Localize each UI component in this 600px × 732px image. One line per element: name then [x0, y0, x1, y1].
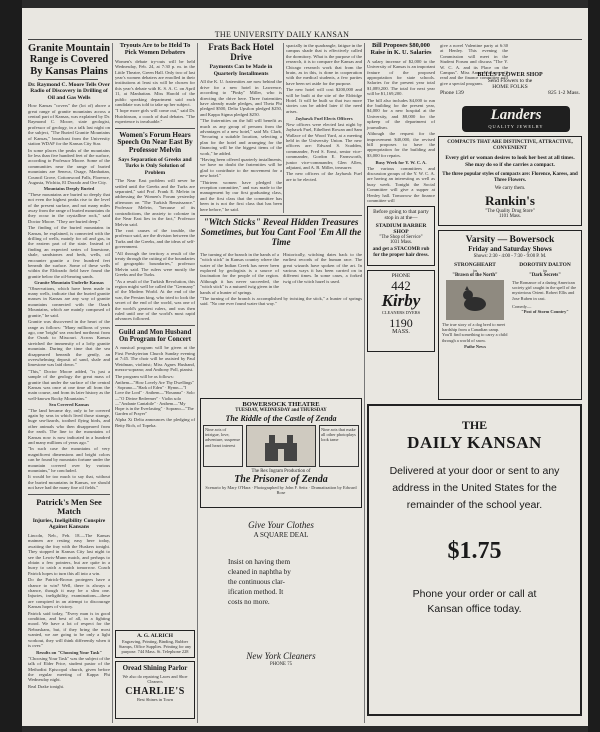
flowers-address: 825 1-2 Mass.	[548, 90, 580, 96]
flowers-phone: Phone 139	[440, 90, 464, 96]
article-paragraph: "As a result of the Turkish Revolution, this region might well be called the "Germany" of the Modern World. At the end of the war, the Persian king, who tried to look the secret of the end of the world, was one of the world's greatest rulers, and was then ruled until one of the world's most rapid advances followed.	[115, 278, 195, 322]
dog-icon	[460, 286, 490, 314]
cleaners-headline-2: A SQUARE DEAL	[253, 531, 309, 539]
column-rule	[283, 43, 284, 213]
bowersock-right-text: Nine acts that make all other photoplays look tame	[319, 425, 359, 467]
article-paragraph: A salary increase of $2,000 to the University of Kansas is an important feature of the proposed appropriation for state schools. Salaries for the present year total $1,089,200. The total for next year will be $1,169,200.	[367, 58, 435, 97]
oread-title: Oread Shining Parlor	[122, 664, 188, 672]
bowersock-left-text: Nine acts of intrigue, love, adventure, suspense and heart interest	[203, 425, 243, 467]
right-feature-film: "Dark Secrets"	[529, 273, 561, 278]
barber-tagline: "The Shop of Service"	[379, 235, 423, 240]
masthead-rule	[28, 39, 582, 40]
concert-program: Anthem—"How Lovely Are Thy Dwellings" · Soprano—"Hark of Eden" · Hymn—"I Love the Lord" · Anthem—"Hosanna" · Solo—"O Divine Redeemer" · Violin solo—"Andante Cantabile" · Anthem—"My Hope is in the Everlasting" · Soprano—"The Garden of Prayer"	[115, 379, 195, 417]
article-paragraph: Women's debate try-outs will be held Wednesday, Feb. 24, at 7:30 p. m. in the Little Theatre, Green Hall. Only two of last year's women debaters are enrolled in their institutions at least six will be chosen for this year's debate with K. S. A. C. on April 11, at Manhattan. Miss Harold of the public speaking department said each candidate was told to take up her subject.	[115, 58, 195, 108]
rankins-body: The three popular styles of compacts are: Florence, Karess, and Three Flowers.	[442, 172, 578, 184]
kirby-street: MASS.	[392, 329, 410, 335]
article-paragraph: The various committees and discussion groups of the Y. W. C. A. are having an interesting as well as busy week. Tonight the Social Committee will give a supper at Henley hall. Tomorrow the finance committee will	[367, 165, 435, 203]
article-paragraph: "The land became dry, only to be covered again by seas in which lived those strange, huge sea-lizards, toothed flying birds, and other animals who then disappeared from the earth. The line to the mountains of Kansas now is now indicated in a hundred and many millions of years ago."	[28, 407, 110, 446]
article-paragraph: "The turning of the branch is accomplished by twisting the stick," a hunter of springs said. "No one ever found water that way."	[200, 296, 362, 307]
barber-line: and get a STACOMB rub	[372, 246, 430, 252]
left-feature-in: in	[473, 268, 477, 273]
subscription-foot: Phone your order or call at Kansan office today.	[412, 588, 537, 615]
column-1	[28, 43, 110, 723]
divider	[200, 215, 362, 216]
article-paragraph: The new officers of the Jayhawk Fuel are to be elected.	[286, 171, 362, 182]
scan-border-right	[588, 0, 600, 732]
rankins-body: Every girl or woman desires to look her best at all times. She may do so if she carries a compact.	[445, 155, 575, 168]
scan-border-left	[0, 0, 22, 732]
article-paragraph: The turning of the branch in the hands of a "witch stick" in Kansas country where the water of the Indian Creek has never been explored by geologists is a source of fascination for the people of the region. Although it has never succeeded, the "witch stick" is a nutured twig given in the hands of a hunter of springs.	[200, 251, 279, 295]
landers-tagline: QUALITY JEWELRY	[488, 124, 544, 129]
barber-name: STADIUM BARBER SHOP	[375, 223, 427, 235]
article-paragraph: "In such case the mountains of very magnificent dimensions and bright colors can be found by mountain fortune under the mountain covered over by various mountains," he concluded.	[28, 446, 110, 474]
cleaners-body-line: ification method. It	[228, 588, 284, 596]
right-feature-extra-2: "Post of Storm Country"	[521, 309, 569, 315]
varsity-left-feature	[442, 262, 508, 349]
alrich-body: Engraving, Printing, Binding, Rubber Stamps, Office Supplies. Printing for any purpose. 744 Mass. St. Telephone 228	[118, 639, 192, 655]
right-feature-body: The Romance of a daring American society girl caught in the spell of the mysterious Orient. Robert Ellis and Jose Ruben in cast.	[512, 280, 577, 301]
film-still-image	[246, 425, 316, 467]
subscription-ad	[367, 404, 582, 716]
article-subhead: Mountains Deeply Buried	[43, 186, 95, 192]
kirby-number: 1190	[389, 316, 413, 330]
alrich-ad	[115, 630, 195, 658]
divider	[115, 325, 195, 326]
flowers-shop-name: BELLS FLOWER SHOP	[477, 72, 543, 78]
cleaners-headline: Give Your Clothes	[248, 520, 314, 530]
varsity-right-feature	[512, 262, 578, 349]
byline-granite: Dr. Raymond C. Moore Tells Over Radio of Discovery in Drilling of Oil and Gas Wells	[28, 81, 110, 101]
alrich-name: A. G. ALRICH	[136, 633, 174, 639]
bowersock-intro: The Rex Ingram Production of	[251, 469, 311, 474]
divider	[115, 128, 195, 129]
article-paragraph: "Observations, which have been made in many wells, indicate that the buried granite masses in Kansas are any way of granite mountains connected with the Ozark Mountains, which are mainly composed of granite," he said.	[28, 285, 110, 318]
right-feature-star: DOROTHY DALTON	[519, 262, 571, 268]
article-paragraph: A musical program will be given at the First Presbyterian Church Sunday evening at 7:45. The choir will be assisted by Paul Weidman, violinist; Miss Agnes Husband, mezzo-soprano; and Anthony Poll, pianist.	[115, 345, 195, 373]
headline-granite: Granite Mountain Range is Covered By Kansas Plains	[28, 43, 110, 77]
cleaners-phone: PHONE 75	[270, 662, 292, 667]
article-paragraph: "All through the territory a result of the treaty through the cutting of the boundaries of geographic boundaries," professor Melvin said. The rulers were mostly the Greeks and the Turks.	[115, 250, 195, 278]
article-paragraph: "Thirteen women have pledged the reception committee," and was made to the management by our first graduating class, and the first class that the committee has been in is not the first class that has been here before," he said.	[200, 179, 282, 212]
rankins-sub: "The Quality Drug Store"	[485, 208, 535, 214]
left-feature-film: "Brawn of the North"	[452, 273, 498, 278]
column-rule	[112, 43, 113, 723]
flowers-contact	[440, 90, 580, 96]
newspaper-page	[22, 8, 588, 726]
article-paragraph: Granite was discovered in the heart of the range as follows: "Many millions of years ago, one 'bright' sea reached northeast from the Ozark to Missouri. Across Kansas stretched the immensity of a lofty granite mountain. During the time that the sea disappeared beneath the gently, an overwhelming deposit of sand, shale and limestone was laid down."	[28, 319, 110, 368]
varsity-title: Varsity — Bowersock	[465, 234, 555, 245]
article-paragraph: "I hope more girls will come out," said Dr. Hutchinson, a coach of dual debates. "The experience is invaluable."	[115, 108, 195, 125]
cleaners-body-line: the continuous clar-	[228, 578, 285, 586]
barber-line: stop in at the—	[384, 215, 418, 221]
headline-frats: Frats Back Hotel Drive	[208, 42, 274, 62]
flowers-line: HOME FOLKS	[492, 84, 528, 90]
column-4	[286, 43, 362, 213]
article-paragraph: How Kansas "covers" the (lot of) above a great range of granite mountains across a central part of Kansas, was explained by Dr. Raymond C. Moore, state geologist, professor of geology, in a talk last night on the subject, "The Buried Granite Mountains of Kansas," broadcast from the University station WDAF for the Kansas City Star.	[28, 103, 110, 147]
article-paragraph: The bill also includes $4,000 to run the building for the present year, $4,000 for a new hospital at the University, and $8,000 for the upkeep of the department of journalism.	[367, 97, 435, 130]
oread-name: CHARLIE'S	[125, 686, 185, 698]
bowersock-title: BOWERSOCK THEATRE	[242, 401, 320, 408]
article-subhead: Sea Covered Kansas	[49, 402, 89, 408]
article-paragraph: "These mountains are buried so deeply that not even the highest peaks rise to the level of the present surface, and not many miles away from the range of buried mountains do they occur in the crystalline rock," said Doctor Moore. "They are buried deep."	[28, 191, 110, 224]
column-5	[367, 43, 435, 203]
oread-ad	[115, 661, 195, 719]
left-feature-star: STRONGHEART	[454, 262, 496, 268]
article-paragraph: Historically, witching dates back to the earliest records of the human race. The great wizards have spoken of the art. In various ways it has been carried on in different times. In some cases, a forked twig of the witch hazel is used.	[283, 251, 362, 284]
divider	[38, 79, 98, 80]
article-paragraph: "This," Doctor Moore added, "is just a sample of the geology the great mass of granite that under the surface of the central Kansas was once at one time all from the main course, and from its later history as the well-known Rocky Mountains."	[28, 368, 110, 401]
left-feature-body: The true story of a dog bred to meet hardship from a Canadian camp. You'll find something to carry a child through a world of snow.	[442, 322, 508, 343]
cleaners-body	[218, 557, 344, 607]
cleaners-ad	[212, 514, 350, 710]
headline-tryouts: Tryouts Are to be Held To Pick Women Debaters	[119, 42, 191, 56]
barber-address: 1031 Mass.	[389, 240, 413, 245]
landers-logo	[462, 106, 570, 132]
headline-patrick: Patrick's Men See Match	[36, 496, 102, 516]
kirby-name: Kirby	[381, 291, 421, 310]
article-paragraph: It would be too much to say that, without the buried mountains in Kansas, we should not have had the many fine oil fields."	[28, 474, 110, 491]
article-paragraph: Do the Patrick-Brown protegees have a chance to win? Well, there is always a chance, though it may be a slim one. Injuries, ineligibility, examinations—these are conspired in an attempt to discourage Kansas hopes of victory.	[28, 577, 110, 610]
kirby-phone-label: PHONE	[391, 273, 411, 279]
article-paragraph: Alpha Xi Delta announces the pledging of Betty Rich, of Topeka.	[115, 417, 195, 428]
article-paragraph: spacially in the quadrangle, fatigue in the campus shade that is effectively called the dormitory. What is the purpose of the research, it is to compare the Kansas and Chicago research work that from the brain, as in this, is done in cooperation with the medical students, a few parties have been set aside for the purpose.	[286, 43, 362, 86]
cleaners-body-line: Insist on having them	[228, 558, 291, 566]
subscription-body: Delivered at your door or sent to any address in the United States for the remainder of the school year.	[389, 465, 560, 511]
bowersock-dates: TUESDAY, WEDNESDAY and THURSDAY	[235, 408, 327, 413]
film-riddle-title: The Riddle of the Castle of Zenda	[225, 414, 337, 423]
right-feature-extra: Comedy—	[512, 303, 532, 309]
page-masthead: THE UNIVERSITY DAILY KANSAN	[214, 30, 350, 39]
column-2	[115, 43, 195, 723]
flowers-line: Send Flowers to the	[487, 78, 533, 84]
cleaners-body-line: cleaned in naphtha by	[228, 568, 291, 576]
rankins-headline: COMPACTS THAT ARE DISTINCTIVE, ATTRACTIVE, CONVENIENT	[447, 140, 573, 151]
article-paragraph: The finding of the buried mountains in Kansas, he explained, is connected with the drilling of wells, mainly for oil and gas, in the eastern part of the state. Instead of finding an expected series of limestone, shale, sandstones and beds, wells, oil encounter granite a few hundred feet beneath the surface. Some of these wells within the Eldorado field have found the granite below the oil-bearing sands.	[28, 225, 110, 279]
article-paragraph: All the K. U. fraternities are now behind the drive for a new hotel in Lawrence, according to "Pinky" Miller, who is directing the drive here. Three fraternities have already made pledges, and Theta Phi pledged $500, Delta Upsilon pledged $250, and Kappa Sigma pledged $250.	[200, 79, 282, 117]
cleaners-body-line: costs no more.	[228, 598, 270, 606]
barber-line: Before going to that party	[373, 209, 429, 215]
article-paragraph: Lincoln, Neb., Feb. 18.—The Kansas matmen are resting easy here today, awaiting the fray with the Huskers tonight. They stopped in Kansas City last night to see the Lewis-Munn match, and perhaps to obtain a few pointers, but are quite in a hurry to catch a match tomorrow. Coach Patrick hopes to turn this all into a win.	[28, 532, 110, 576]
left-feature-extra: Pathe News	[464, 343, 486, 349]
rankins-ad	[438, 136, 582, 226]
headline-womens-forum: Women's Forum Hears Speech On Near East By Professor Melvin	[117, 130, 193, 155]
column-rule	[197, 43, 198, 723]
byline-frats: Payments Can be Made in Quarterly Installments	[209, 64, 273, 77]
byline-patrick: Injuries, Ineligibility Conspire Against Kansans	[32, 518, 106, 531]
oread-body: We also do repairing Laces and Shoe Cleaners	[122, 674, 188, 685]
flowers-ad	[440, 72, 580, 104]
bowersock-theatre-ad	[200, 398, 362, 508]
subscription-title-2: DAILY KANSAN	[407, 433, 542, 452]
column-3	[200, 43, 282, 243]
article-paragraph: Although the request for the improvement $40,000, the revised bill proposes to have the appropriation for the building and $3,000 for repairs.	[367, 131, 435, 158]
article-paragraph: The program will be as follows:	[115, 373, 174, 379]
barber-line: for the proper hair dress.	[373, 252, 429, 258]
article-subhead: Results on "Choosing Your Task"	[36, 650, 102, 656]
divider	[28, 494, 110, 495]
column-rule	[364, 43, 365, 723]
film-prisoner-title: The Prisoner of Zenda	[234, 474, 328, 485]
byline-womens-forum: Says Separation of Greeks and Turks is Only Solution of Problem	[118, 156, 192, 176]
cleaners-name: New York Cleaners	[246, 651, 316, 661]
kirby-sub: CLEANERS DYERS	[381, 310, 421, 315]
article-paragraph: "Having been offered quarterly installments, we have no doubt the fraternities will be glad to contribute to the movement for a new hotel."	[200, 156, 282, 179]
headline-salaries: Bill Proposes $80,000 Raise in K. U. Salaries	[370, 42, 432, 56]
article-paragraph: Real Drake tonight.	[28, 683, 65, 689]
article-subhead: Jayhawk Fuel Elects Officers	[295, 116, 353, 122]
article-paragraph: The root causes of the trouble, the professor said, are the division between the Turks and the Greeks, and the ideas of self-government.	[115, 227, 195, 250]
rankins-body: We carry them.	[494, 185, 526, 191]
article-paragraph: In some places the peaks of the mountains lie less than five hundred feet of the surface, according to Professor Moore. Some of the communities near the range of buried mountains are Seneca, Osage, Manhattan, Council Grove, Cottonwood Falls, Florence, Augusta, Wichita, El Dorado and Ore City.	[28, 147, 110, 185]
subscription-title: THE	[461, 418, 488, 432]
castle-illustration	[261, 429, 301, 463]
varsity-ad	[438, 230, 582, 400]
article-paragraph: "The Near East problem will never be settled until the Greeks and the Turks are separated," said Prof. Frank E. Melvin in addressing the Women's Forum yesterday afternoon on "The Turkish Renaissance." Professor Melvin, "because of its contradictions, the anxiety to colonize in the Near East lies in the fact," Professor Melvin said.	[115, 178, 195, 227]
article-paragraph: give a novel Valentine party at 6:30 at Henley. This evening the Commission will meet in the Student Forum and discuss "The Y. W. C. A. and its Place on the Campus". Miss Anne Wallace will read and the finance committee will give a special program.	[440, 43, 508, 86]
headline-concert: Guild and Mon Husband On Program for Concert	[118, 328, 192, 344]
rankins-address: 1101 Mass.	[499, 213, 521, 219]
kirby-ad	[367, 270, 435, 352]
oread-foot: Best Shines in Town	[136, 697, 174, 703]
landers-logo-text: Landers	[490, 107, 542, 123]
headline-witch-sticks: "Witch Sticks" Reveal Hidden Treasures Sometimes, but You Cant Fool 'Em All the Time	[200, 217, 362, 247]
varsity-subtitle: Friday and Saturday Shows	[468, 245, 552, 253]
article-subhead: Busy Week for Y. W. C. A.	[375, 160, 427, 166]
rankins-name: Rankin's	[485, 192, 535, 208]
article-paragraph: Patrick said today, "Every man is in good condition, and best of all, in a fighting mood. We have a lot of respect for the Nebraskans, but, if they bring the most wanted, we are going to be only a light workout, they will think differently when it is over."	[28, 610, 110, 648]
bowersock-credit: Scenario by Mary O'Hara · Photographed by John F. Seitz · Dramatization by Edward Rose	[205, 485, 357, 496]
witch-sticks-article	[200, 218, 362, 393]
barber-ad	[367, 206, 435, 266]
article-paragraph: "The fraternities on the hill will benefit as much as any group of persons from the advantages of a new hotel," said Mr. Clark, "Securing a suitable location, selecting a plan for the hotel and arranging for the financing will be the biggest items of the work," he added.	[200, 118, 282, 156]
dog-illustration	[446, 280, 504, 320]
kirby-phone: 442	[391, 278, 411, 293]
varsity-shows: Shows: 2:30 - 4:00 - 7:30 - 9:00 P. M.	[473, 254, 547, 259]
article-paragraph: "Choosing Your Task" was the subject of the talk of Elder Price, student pastor of the Methodist Episcopal church, given before the regular meeting of Kappa Phi Wednesday night.	[28, 655, 110, 683]
article-paragraph: New officers were elected last night by Jayhawk Fuel, Ethelbert Rowan and Sam Wallace of the Wood Yard, at a meeting held in the University Union. The new officers are: Edward S. Scadden, commander, Fred S. Ernst, senior vice-commander, Gordon E. Farnsworth, junior vice-commander, Glen Allen, adjutant, and A. B. Miller, treasurer.	[286, 121, 362, 170]
article-paragraph: The new hotel will cost $200,000 and will be built at the site of the Eldridge Hotel. It will be built so that two more stories can be added later if the need arises.	[286, 87, 362, 114]
subscription-price: $1.75	[447, 538, 502, 564]
right-feature-in: in	[543, 268, 547, 273]
article-subhead: Granite Mountain Underlie Kansas	[34, 280, 104, 286]
